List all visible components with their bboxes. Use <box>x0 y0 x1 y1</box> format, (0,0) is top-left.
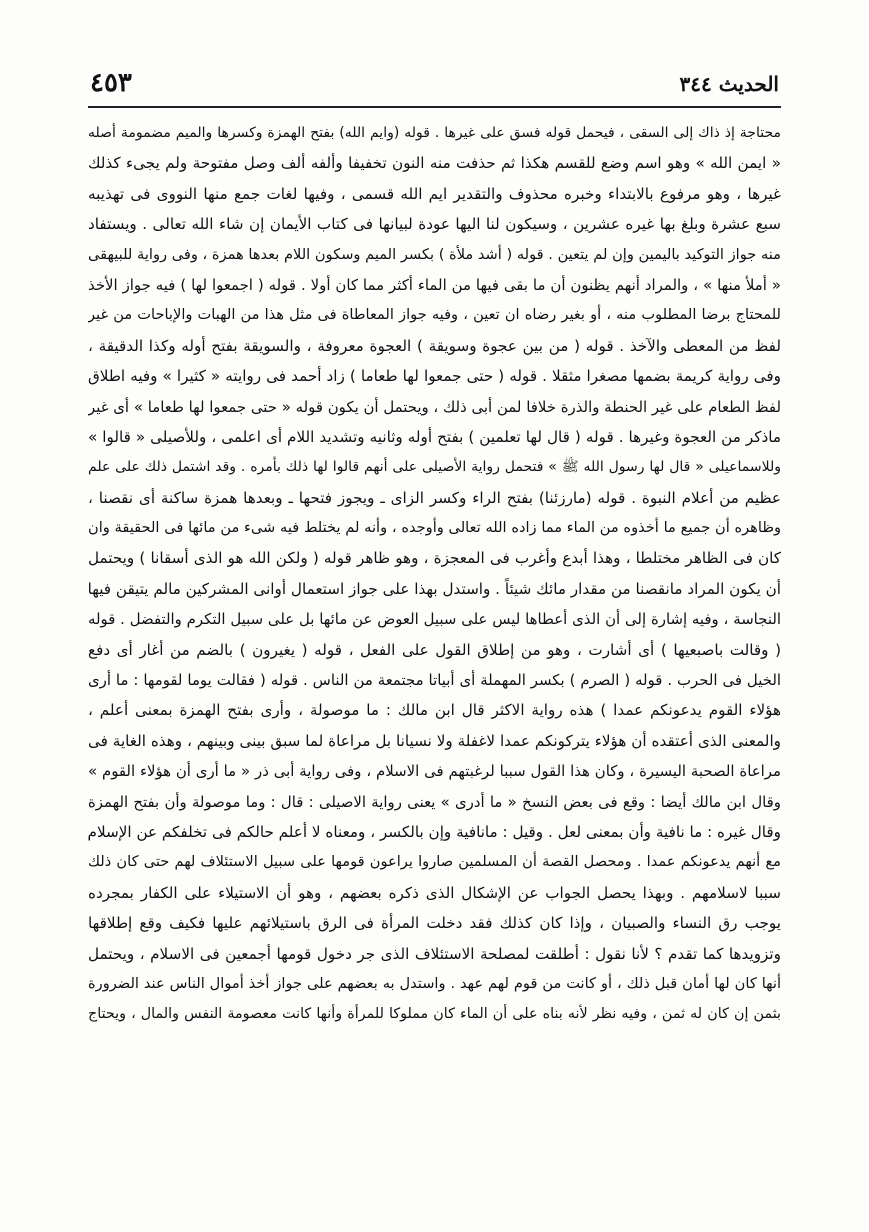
text-line: النجاسة ، وفيه إشارة إلى أن الذى أعطاها ليس على سبيل العوض عن مائها بل على سبيل التكرم والتفضل . قوله <box>88 610 781 629</box>
text-line: ( وقالت باصبعيها ) أى أشارت ، وهو من إطلاق القول على الفعل ، قوله ( يغيرون ) بالضم من أغار أى دفع <box>88 640 781 659</box>
text-line: « ايمن الله » وهو اسم وضع للقسم هكذا ثم حذفت منه النون تخفيفا وألفه ألف وصل مفتوحة ولم يجىء كذلك <box>88 154 781 173</box>
header-divider <box>88 106 781 108</box>
commentary-text <box>88 118 781 1030</box>
text-line: أنها كان لها أمان قبل ذلك ، أو كانت من قوم لهم عهد . واستدل به بعضهم على جواز أخذ أموال الناس عند الضرورة <box>88 974 781 992</box>
page-header <box>90 70 779 104</box>
text-line: محتاجة إذ ذاك إلى السقى ، فيحمل قوله فسق على غيرها . قوله (وايم الله) بفتح الهمزة وكسرها والميم مضمومة أصله <box>88 125 781 141</box>
text-line: منه جواز التوكيد باليمين وإن لم يتعين . قوله ( أشد ملأة ) بكسر الميم وسكون اللام بعدها همزة ، وفى رواية للبيهقى <box>88 245 781 263</box>
text-line: هؤلاء القوم يدعونكم عمدا ) هذه رواية الاكثر قال ابن مالك : ما موصولة ، وأرى بفتح الهمزة بمعنى أعلم ، <box>88 701 781 720</box>
text-line: للمحتاج برضا المطلوب منه ، أو بغير رضاه ان تعين ، وفيه جواز المعاطاة فى مثل هذا من الهبات والإباحات من غير <box>88 306 781 324</box>
text-line: يوجب رق النساء والصبيان ، وإذا كان كذلك فقد دخلت المرأة فى الرق باستيلائهم عليها فكيف وقع إطلاقها <box>88 914 781 933</box>
text-line: « أملأ منها » ، والمراد أنهم يظنون أن ما بقى فيها من الماء أكثر مما كان أولا . قوله ( اجمعوا لها ) فيه جواز الأخذ <box>88 275 781 294</box>
text-line: وظاهره أن جميع ما أخذوه من الماء مما زاده الله تعالى وأوجده ، وأنه لم يختلط فيه شىء من مائها فى الحقيقة وان <box>88 519 781 537</box>
text-line: بثمن إن كان له ثمن ، وفيه نظر لأنه بناه على أن الماء كان مملوكا للمرأة وأنها كانت معصومة النفس والمال ، ويحتاج <box>88 1006 781 1023</box>
text-line: والمعنى الذى أعتقده أن هؤلاء يتركونكم عمدا لاغفلة ولا نسيانا بل مراعاة لما سبق بينى وبينهم ، وهذه الغاية فى <box>88 731 781 750</box>
text-line: مع أنهم يدعونكم عمدا . ومحصل القصة أن المسلمين صاروا يراعون قومها على سبيل الاستئلاف لهم حتى كان ذلك <box>88 853 781 871</box>
page-number: ٤٥٣ <box>90 68 132 98</box>
text-line: وقال ابن مالك أيضا : وقع فى بعض النسخ « ما أدرى » يعنى رواية الاصيلى : قال : وما موصولة وأن بفتح الهمزة <box>88 792 781 811</box>
text-line: وفى رواية كريمة بضمها مصغرا مثقلا . قوله ( حتى جمعوا لها طعاما ) زاد أحمد فى روايته « كثيرا » وفيه اطلاق <box>88 367 781 386</box>
text-line: كان فى الظاهر مختلطا ، وهذا أبدع وأغرب فى المعجزة ، وهو ظاهر قوله ( ولكن الله هو الذى أسقانا ) ويحتمل <box>88 549 781 568</box>
text-line: سببا لاسلامهم . وبهذا يحصل الجواب عن الإشكال الذى ذكره بعضهم ، وهو أن الاستيلاء على الكفار بمجرده <box>88 883 781 902</box>
text-line: ماذكر من العجوة وغيرها . قوله ( قال لها تعلمين ) بفتح أوله وثانيه وتشديد اللام أى اعلمى ، وللأصيلى « قالوا » <box>88 427 781 446</box>
text-line: لفظ الطعام على غير الحنطة والذرة خلافا لمن أبى ذلك ، ويحتمل أن يكون قوله « حتى جمعوا لها طعاما » أى غير <box>88 397 781 416</box>
text-line: وللاسماعيلى « قال لها رسول الله ﷺ » فتحمل رواية الأصيلى على أنهم قالوا لها ذلك بأمره . وقد اشتمل ذلك على علم <box>88 459 781 476</box>
text-line: وتزويدها كما تقدم ؟ لأنا نقول : أطلقت لمصلحة الاستئلاف الذى جر دخول قومها أجمعين فى الاسلام ، ويحتمل <box>88 944 781 963</box>
text-line: غيرها ، وهو مرفوع بالابتداء وخبره محذوف والتقدير ايم الله قسمى ، وفيها لغات جمع منها النووى فى تهذيبه <box>88 184 781 203</box>
text-line: الخيل فى الحرب . قوله ( الصرم ) بكسر المهملة أى أبياتا مجتمعة من الناس . قوله ( فقالت يوما لقومها : ما أرى <box>88 671 781 690</box>
text-line: لفظ من المعطى والآخذ . قوله ( من بين عجوة وسويقة ) العجوة معروفة ، والسويقة بفتح أوله وكذا الدقيقة ، <box>88 336 781 355</box>
text-line: أن يكون المراد مانقصنا من مقدار مائك شيئاً . واستدل بهذا على جواز استعمال أوانى المشركين مالم يتيقن فيها <box>88 579 781 598</box>
text-line: مراعاة الصحبة اليسيرة ، وكان هذا القول سببا لرغبتهم فى الاسلام ، وفى رواية أبى ذر « ما أرى أن هؤلاء القوم » <box>88 762 781 781</box>
text-line: عظيم من أعلام النبوة . قوله (مارزئنا) بفتح الراء وكسر الزاى ـ ويجوز فتحها ـ وبعدها همزة ساكنة أى نقصنا ، <box>88 488 781 507</box>
text-line: وقال غيره : ما نافية وأن بمعنى لعل . وقيل : مانافية وإن بالكسر ، ومعناه لا أعلم حالكم فى تخلفكم عن الإسلام <box>88 822 781 841</box>
running-title: الحديث ٣٤٤ <box>679 72 779 96</box>
text-line: سبع عشرة وبلغ بها غيره عشرين ، وسيكون لنا اليها عودة لبيانها فى كتاب الأيمان إن شاء الله تعالى . ويستفاد <box>88 215 781 234</box>
